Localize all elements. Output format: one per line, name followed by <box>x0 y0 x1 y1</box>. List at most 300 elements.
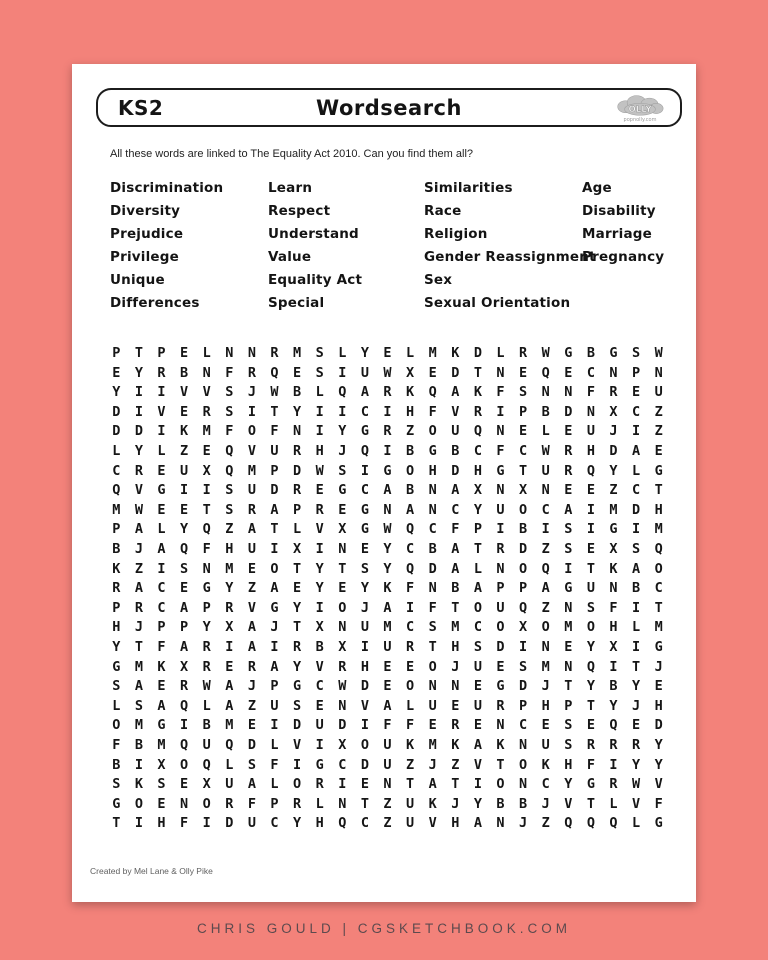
grid-letter: R <box>609 384 618 401</box>
grid-letter: N <box>428 678 437 695</box>
grid-letter: V <box>315 658 324 675</box>
grid-letter: P <box>293 501 302 518</box>
grid-letter: Q <box>406 560 415 577</box>
grid-letter: L <box>496 345 505 361</box>
grid-letter: D <box>247 737 256 753</box>
grid-letter: U <box>428 697 437 714</box>
grid-letter: S <box>112 776 121 793</box>
grid-letter: H <box>654 697 663 714</box>
grid-letter: M <box>134 717 143 734</box>
word-item: Special <box>268 295 325 311</box>
grid-letter: X <box>180 658 189 675</box>
grid-letter: O <box>247 423 256 440</box>
grid-letter: P <box>112 345 121 361</box>
grid-letter: A <box>270 658 279 675</box>
grid-letter: P <box>180 619 189 636</box>
grid-letter: F <box>428 403 437 420</box>
grid-letter: P <box>496 580 505 597</box>
grid-letter: D <box>609 443 618 459</box>
grid-letter: C <box>315 678 324 695</box>
grid-letter: I <box>586 501 595 518</box>
grid-letter: E <box>564 364 573 381</box>
grid-letter: S <box>564 541 573 557</box>
grid-letter: D <box>496 639 505 655</box>
grid-letter: D <box>112 423 121 440</box>
grid-letter: E <box>473 678 482 695</box>
creator-credit: Created by Mel Lane & Olly Pike <box>90 866 213 876</box>
grid-letter: D <box>519 541 528 557</box>
grid-letter: K <box>496 737 505 753</box>
grid-letter: V <box>202 384 211 401</box>
grid-letter: U <box>315 717 324 734</box>
grid-letter: K <box>180 423 189 440</box>
grid-letter: E <box>293 364 302 381</box>
grid-letter: N <box>180 795 189 812</box>
grid-letter: D <box>519 678 528 695</box>
grid-letter: L <box>157 443 166 459</box>
grid-letter: J <box>541 678 550 695</box>
grid-letter: I <box>632 423 641 440</box>
grid-letter: D <box>112 403 121 420</box>
grid-letter: Y <box>293 403 302 420</box>
grid-letter: B <box>586 345 595 361</box>
grid-letter: C <box>473 443 482 459</box>
grid-letter: O <box>134 795 143 812</box>
grid-letter: B <box>406 443 415 459</box>
grid-letter: B <box>496 795 505 812</box>
grid-letter: I <box>157 384 166 401</box>
grid-letter: T <box>360 795 369 812</box>
grid-letter: V <box>632 795 641 812</box>
grid-letter: A <box>247 521 256 538</box>
grid-letter: O <box>338 599 347 616</box>
grid-letter: M <box>157 737 166 753</box>
grid-letter: H <box>564 756 573 773</box>
grid-letter: K <box>541 756 550 773</box>
grid-letter: G <box>360 423 369 440</box>
grid-letter: P <box>270 678 279 695</box>
grid-letter: D <box>451 364 460 381</box>
grid-letter: J <box>270 619 279 636</box>
grid-letter: L <box>293 521 302 538</box>
grid-letter: X <box>519 482 528 499</box>
grid-letter: R <box>202 403 211 420</box>
grid-letter: E <box>360 541 369 557</box>
grid-letter: E <box>157 678 166 695</box>
grid-letter: E <box>451 697 460 714</box>
grid-letter: N <box>609 364 618 381</box>
grid-letter: W <box>541 443 550 459</box>
grid-letter: R <box>383 423 392 440</box>
grid-letter: U <box>406 815 415 832</box>
grid-letter: D <box>564 403 573 420</box>
grid-letter: R <box>247 501 256 518</box>
grid-letter: A <box>225 678 234 695</box>
grid-letter: H <box>586 443 595 459</box>
grid-letter: Z <box>541 541 550 557</box>
grid-letter: U <box>247 815 256 832</box>
grid-letter: R <box>451 717 460 734</box>
grid-letter: P <box>112 599 121 616</box>
grid-letter: P <box>270 462 279 479</box>
grid-letter: A <box>473 580 482 597</box>
grid-letter: A <box>247 639 256 655</box>
grid-letter: E <box>112 364 121 381</box>
grid-letter: G <box>609 521 618 538</box>
grid-letter: Z <box>180 443 189 459</box>
grid-letter: A <box>451 384 460 401</box>
grid-letter: R <box>609 737 618 753</box>
grid-letter: N <box>609 580 618 597</box>
grid-letter: Q <box>112 482 121 499</box>
grid-letter: E <box>180 580 189 597</box>
grid-letter: V <box>293 737 302 753</box>
grid-letter: J <box>609 423 618 440</box>
grid-letter: Q <box>225 737 234 753</box>
grid-letter: I <box>134 384 143 401</box>
grid-letter: Y <box>293 599 302 616</box>
grid-letter: Z <box>247 580 256 597</box>
grid-letter: F <box>247 795 256 812</box>
grid-letter: R <box>247 658 256 675</box>
grid-letter: E <box>406 658 415 675</box>
grid-letter: E <box>564 482 573 499</box>
grid-letter: Y <box>225 580 234 597</box>
word-item: Respect <box>268 203 331 219</box>
grid-letter: F <box>428 599 437 616</box>
grid-letter: G <box>112 658 121 675</box>
grid-letter: H <box>473 462 482 479</box>
grid-letter: A <box>383 697 392 714</box>
grid-letter: Q <box>586 815 595 832</box>
grid-letter: C <box>428 521 437 538</box>
grid-letter: D <box>360 678 369 695</box>
grid-letter: T <box>293 619 302 636</box>
grid-letter: Q <box>225 443 234 459</box>
grid-letter: A <box>406 501 415 518</box>
grid-letter: H <box>451 639 460 655</box>
grid-letter: L <box>270 737 279 753</box>
grid-letter: O <box>496 619 505 636</box>
word-item: Learn <box>268 180 313 196</box>
grid-letter: Z <box>383 815 392 832</box>
grid-letter: B <box>406 482 415 499</box>
grid-letter: T <box>451 776 460 793</box>
grid-letter: B <box>315 639 324 655</box>
grid-letter: N <box>586 403 595 420</box>
grid-letter: E <box>180 776 189 793</box>
popnolly-logo <box>612 93 668 123</box>
grid-letter: W <box>270 384 279 401</box>
grid-letter: J <box>338 443 347 459</box>
grid-letter: M <box>112 501 121 518</box>
grid-letter: U <box>383 737 392 753</box>
grid-letter: K <box>112 560 121 577</box>
grid-letter: A <box>134 678 143 695</box>
grid-letter: W <box>315 462 324 479</box>
grid-letter: H <box>157 815 166 832</box>
grid-letter: O <box>654 560 663 577</box>
grid-letter: I <box>519 639 528 655</box>
grid-letter: D <box>134 423 143 440</box>
word-item: Prejudice <box>110 226 184 242</box>
grid-letter: C <box>632 403 641 420</box>
grid-letter: N <box>338 697 347 714</box>
grid-letter: R <box>180 678 189 695</box>
grid-letter: B <box>609 678 618 695</box>
grid-letter: T <box>293 560 302 577</box>
grid-letter: Y <box>293 815 302 832</box>
grid-letter: V <box>247 443 256 459</box>
grid-letter: X <box>473 482 482 499</box>
grid-letter: D <box>473 345 482 361</box>
grid-letter: I <box>270 717 279 734</box>
grid-letter: C <box>406 541 415 557</box>
grid-letter: F <box>451 521 460 538</box>
grid-letter: Z <box>247 697 256 714</box>
grid-letter: U <box>473 697 482 714</box>
grid-letter: N <box>383 776 392 793</box>
grid-letter: T <box>428 639 437 655</box>
logo-caption: popnolly.com <box>623 117 657 123</box>
grid-letter: A <box>632 443 641 459</box>
grid-letter: I <box>338 403 347 420</box>
grid-letter: N <box>496 815 505 832</box>
grid-letter: J <box>247 384 256 401</box>
grid-letter: Z <box>541 815 550 832</box>
grid-letter: O <box>519 560 528 577</box>
grid-letter: Q <box>654 541 663 557</box>
grid-letter: F <box>270 423 279 440</box>
grid-letter: Y <box>360 345 369 361</box>
grid-letter: Q <box>428 384 437 401</box>
grid-letter: Q <box>519 599 528 616</box>
grid-letter: T <box>338 560 347 577</box>
grid-letter: U <box>586 423 595 440</box>
grid-letter: L <box>632 815 641 832</box>
grid-letter: Q <box>360 443 369 459</box>
grid-letter: Z <box>541 599 550 616</box>
grid-letter: A <box>360 384 369 401</box>
word-item: Pregnancy <box>582 249 665 265</box>
grid-letter: Y <box>632 678 641 695</box>
grid-letter: T <box>473 364 482 381</box>
grid-letter: Y <box>383 541 392 557</box>
grid-letter: D <box>338 717 347 734</box>
grid-letter: V <box>134 482 143 499</box>
grid-letter: N <box>428 482 437 499</box>
grid-letter: N <box>225 345 234 361</box>
grid-letter: E <box>202 443 211 459</box>
grid-letter: V <box>451 403 460 420</box>
grid-letter: A <box>225 697 234 714</box>
grid-letter: Y <box>632 756 641 773</box>
grid-letter: O <box>586 619 595 636</box>
grid-letter: G <box>654 815 663 832</box>
grid-letter: S <box>428 619 437 636</box>
grid-letter: S <box>564 521 573 538</box>
grid-letter: E <box>225 658 234 675</box>
grid-letter: A <box>383 482 392 499</box>
grid-letter: H <box>541 697 550 714</box>
grid-letter: T <box>586 697 595 714</box>
grid-letter: J <box>519 815 528 832</box>
grid-letter: K <box>451 345 460 361</box>
grid-letter: N <box>338 619 347 636</box>
grid-letter: E <box>586 541 595 557</box>
grid-letter: N <box>338 795 347 812</box>
grid-letter: T <box>496 756 505 773</box>
grid-letter: B <box>451 443 460 459</box>
grid-letter: Y <box>586 678 595 695</box>
grid-letter: N <box>541 384 550 401</box>
grid-letter: H <box>315 443 324 459</box>
word-list <box>110 177 670 315</box>
grid-letter: F <box>609 599 618 616</box>
grid-letter: T <box>202 501 211 518</box>
grid-letter: C <box>519 443 528 459</box>
grid-letter: T <box>270 403 279 420</box>
grid-letter: Y <box>654 737 663 753</box>
grid-letter: R <box>157 364 166 381</box>
grid-letter: Q <box>338 815 347 832</box>
grid-letter: I <box>315 403 324 420</box>
grid-letter: P <box>519 403 528 420</box>
grid-letter: J <box>632 697 641 714</box>
grid-letter: C <box>451 501 460 518</box>
grid-letter: D <box>428 560 437 577</box>
grid-letter: O <box>519 756 528 773</box>
grid-letter: N <box>541 482 550 499</box>
grid-letter: I <box>315 599 324 616</box>
word-item: Privilege <box>110 249 180 265</box>
key-stage-label: KS2 <box>118 95 164 120</box>
grid-letter: X <box>609 639 618 655</box>
grid-letter: H <box>315 815 324 832</box>
grid-letter: W <box>202 678 211 695</box>
grid-letter: F <box>406 717 415 734</box>
grid-letter: O <box>406 678 415 695</box>
grid-letter: R <box>609 776 618 793</box>
grid-letter: Q <box>564 815 573 832</box>
grid-letter: A <box>451 482 460 499</box>
grid-letter: E <box>654 678 663 695</box>
word-item: Marriage <box>582 226 653 242</box>
grid-letter: Y <box>360 580 369 597</box>
grid-letter: E <box>632 384 641 401</box>
grid-letter: N <box>247 345 256 361</box>
grid-letter: M <box>225 560 234 577</box>
grid-letter: G <box>654 462 663 479</box>
grid-letter: D <box>225 815 234 832</box>
grid-letter: F <box>586 756 595 773</box>
grid-letter: P <box>270 795 279 812</box>
grid-letter: A <box>451 560 460 577</box>
grid-letter: J <box>654 658 663 675</box>
grid-letter: R <box>586 737 595 753</box>
grid-letter: M <box>383 619 392 636</box>
grid-letter: F <box>270 756 279 773</box>
grid-letter: C <box>632 482 641 499</box>
grid-letter: J <box>428 756 437 773</box>
word-column <box>582 177 730 315</box>
grid-letter: Q <box>586 462 595 479</box>
grid-letter: E <box>541 717 550 734</box>
grid-letter: R <box>564 462 573 479</box>
grid-letter: C <box>473 619 482 636</box>
grid-letter: I <box>202 815 211 832</box>
grid-letter: C <box>541 501 550 518</box>
grid-letter: E <box>496 658 505 675</box>
grid-letter: K <box>473 384 482 401</box>
grid-letter: M <box>654 619 663 636</box>
word-column <box>424 177 596 315</box>
grid-letter: E <box>247 717 256 734</box>
grid-letter: E <box>564 423 573 440</box>
grid-letter: R <box>270 345 279 361</box>
grid-letter: H <box>225 541 234 557</box>
grid-letter: B <box>112 541 121 557</box>
grid-letter: P <box>632 364 641 381</box>
grid-letter: S <box>247 756 256 773</box>
grid-letter: S <box>632 541 641 557</box>
grid-letter: U <box>383 639 392 655</box>
grid-letter: I <box>541 521 550 538</box>
grid-letter: K <box>406 737 415 753</box>
grid-letter: X <box>338 521 347 538</box>
grid-letter: Q <box>202 521 211 538</box>
grid-letter: E <box>519 423 528 440</box>
grid-letter: X <box>225 619 234 636</box>
grid-letter: Q <box>473 423 482 440</box>
grid-letter: G <box>609 345 618 361</box>
grid-letter: E <box>473 717 482 734</box>
grid-letter: J <box>247 678 256 695</box>
grid-letter: I <box>609 658 618 675</box>
grid-letter: Z <box>225 521 234 538</box>
grid-letter: I <box>315 423 324 440</box>
grid-letter: O <box>180 756 189 773</box>
grid-letter: P <box>519 697 528 714</box>
grid-letter: Y <box>338 423 347 440</box>
grid-letter: F <box>202 541 211 557</box>
grid-letter: Y <box>134 443 143 459</box>
grid-letter: U <box>270 443 279 459</box>
grid-letter: K <box>157 658 166 675</box>
grid-letter: W <box>338 678 347 695</box>
grid-letter: I <box>157 560 166 577</box>
grid-letter: U <box>541 737 550 753</box>
grid-letter: L <box>632 462 641 479</box>
grid-letter: F <box>654 795 663 812</box>
grid-letter: R <box>202 639 211 655</box>
word-item: Sexual Orientation <box>424 295 571 311</box>
grid-letter: E <box>564 639 573 655</box>
grid-letter: Y <box>315 580 324 597</box>
grid-letter: D <box>293 717 302 734</box>
grid-letter: Q <box>541 560 550 577</box>
grid-letter: R <box>225 599 234 616</box>
grid-letter: I <box>496 403 505 420</box>
grid-letter: Z <box>451 756 460 773</box>
grid-letter: N <box>293 423 302 440</box>
grid-letter: I <box>134 403 143 420</box>
grid-letter: Z <box>134 560 143 577</box>
grid-letter: Q <box>586 658 595 675</box>
grid-letter: B <box>112 756 121 773</box>
grid-letter: O <box>541 619 550 636</box>
grid-letter: U <box>360 364 369 381</box>
